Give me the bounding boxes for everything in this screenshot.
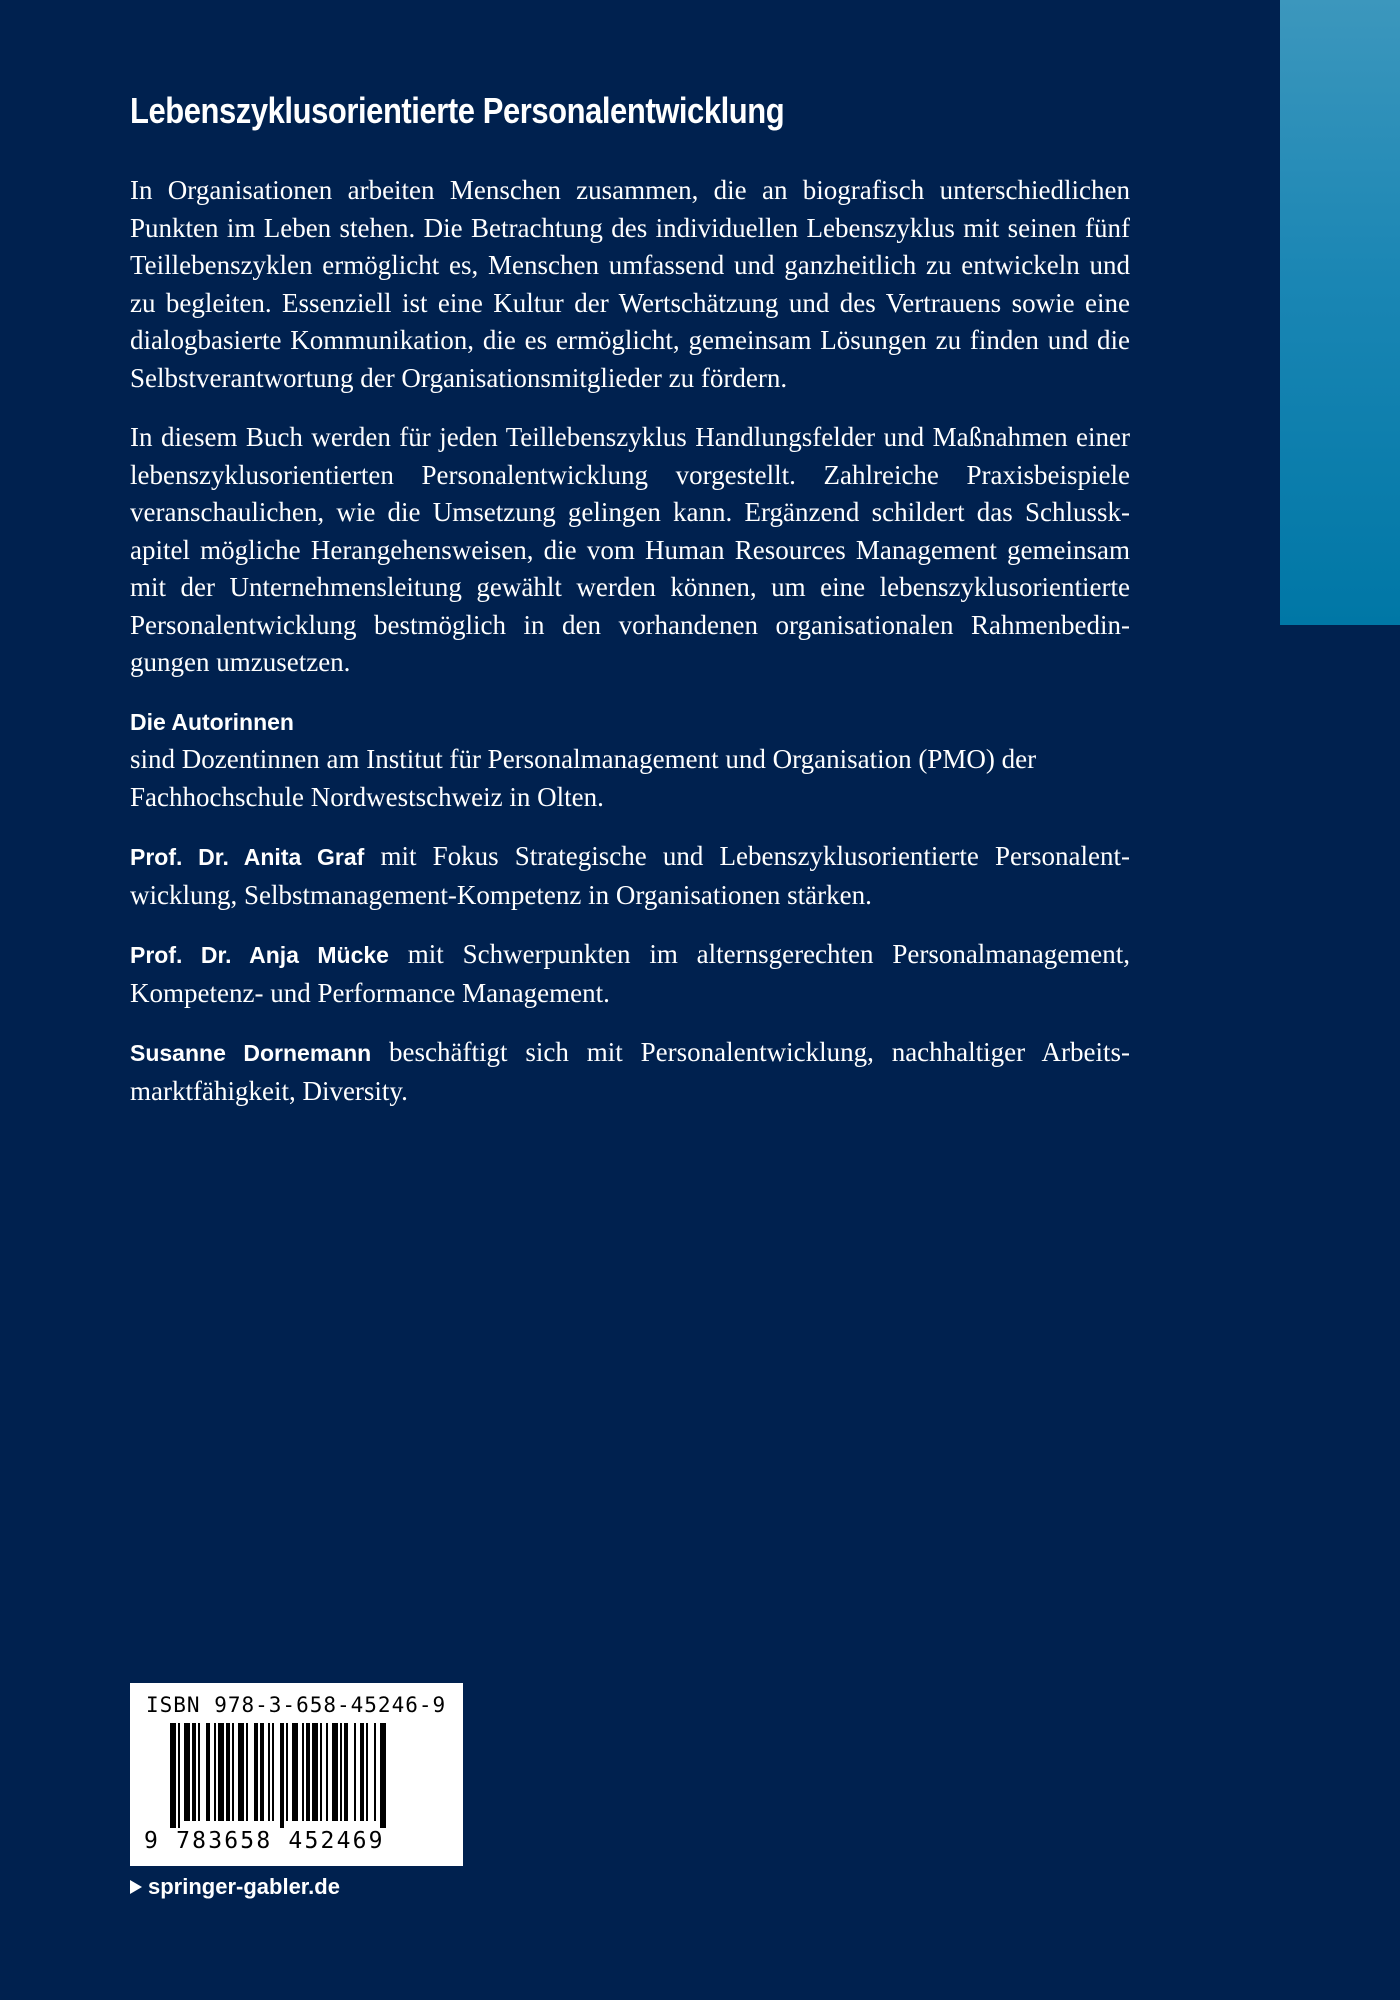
arrow-right-icon (130, 1880, 142, 1894)
authors-intro (130, 704, 1130, 817)
barcode-bar (178, 1723, 180, 1828)
isbn-barcode (130, 1683, 463, 1866)
barcode-bar (214, 1723, 216, 1821)
barcode-bar (380, 1723, 386, 1828)
barcode-bar (286, 1723, 288, 1821)
barcode-bar (280, 1723, 284, 1828)
barcode-bar (344, 1723, 348, 1821)
barcode-bar (268, 1723, 270, 1821)
author-entry (130, 936, 1130, 1012)
barcode-bar (332, 1723, 338, 1821)
author-entry (130, 838, 1130, 914)
author-name: Prof. Dr. Anja Mücke (130, 942, 389, 968)
authors-intro-text: sind Dozentinnen am Institut für Personalmanagement und Organisation (PMO) der Fachhochschule Nordwestschweiz in Olten. (130, 744, 1037, 812)
barcode-bar (306, 1723, 310, 1821)
barcode-bar (340, 1723, 342, 1821)
book-title: Lebenszyklusorientierte Personalentwicklung (130, 90, 785, 131)
barcode-bar (354, 1723, 356, 1821)
barcode-bar (272, 1723, 274, 1821)
barcode-bar (198, 1723, 200, 1821)
author-description: mit Fokus Strategische und Lebenszyklusorientierte Personalentwicklung, Selbstmanagement-Kompetenz in Organisationen stärken. (130, 841, 1130, 910)
barcode-bar (292, 1723, 298, 1821)
barcode-bar (312, 1723, 318, 1821)
barcode-bar (326, 1723, 328, 1821)
barcode-digits: 9 783658 452469 (144, 1828, 385, 1854)
barcode-bar (226, 1723, 230, 1821)
author-name: Susanne Dornemann (130, 1040, 372, 1066)
publisher-website[interactable] (130, 1874, 340, 1900)
barcode-bar (238, 1723, 244, 1821)
barcode-bar (246, 1723, 248, 1821)
barcode-bar (302, 1723, 304, 1821)
barcode-bar (170, 1723, 176, 1828)
barcode-bars (130, 1723, 463, 1828)
barcode-bar (206, 1723, 210, 1821)
barcode-bar (232, 1723, 234, 1821)
barcode-bar (374, 1723, 376, 1821)
isbn-label: ISBN 978-3-658-45246-9 (146, 1693, 447, 1717)
barcode-bar (320, 1723, 322, 1821)
author-entry (130, 1034, 1130, 1110)
barcode-bar (218, 1723, 224, 1821)
accent-stripe (1280, 0, 1400, 625)
author-name: Prof. Dr. Anita Graf (130, 844, 365, 870)
authors-heading: Die Autorinnen (130, 708, 294, 735)
barcode-bar (192, 1723, 196, 1821)
author-description: mit Schwerpunkten im alternsgerechten Personalmanagement, Kompetenz- und Performance Management. (130, 939, 1131, 1008)
barcode-bar (366, 1723, 368, 1821)
barcode-bar (254, 1723, 258, 1821)
barcode-bar (260, 1723, 264, 1821)
author-description: beschäftigt sich mit Personalentwicklung, nachhaltiger Arbeitsmarktfähigkeit, Diversity. (130, 1037, 1130, 1106)
back-cover-content (130, 90, 1130, 1132)
description-paragraph-1: In Organisationen arbeiten Menschen zusammen, die an biografisch unterschiedlichen Punkten im Leben stehen. Die Betrachtung des individuellen Lebenszyklus mit seinen fünf Teillebenszyklen ermöglicht es, Menschen umfassend und ganzheitlich zu entwickeln und zu begleiten. Essenziell ist eine Kultur der Wertschätzung und des Vertrauens sowie eine dialogbasierte Kommunikation, die es ermöglicht, gemeinsam Lösungen zu finden und die Selbstverantwortung der Organisationsmitglieder zu fördern. (130, 175, 1130, 393)
barcode-bar (184, 1723, 190, 1821)
website-link[interactable]: springer-gabler.de (148, 1874, 340, 1899)
barcode-bar (360, 1723, 364, 1821)
description-paragraph-2: In diesem Buch werden für jeden Teillebenszyklus Handlungsfelder und Maßnahmen einer lebenszyklusorientierten Personalentwicklung vorgestellt. Zahlreiche Praxisbeispiele veranschaulichen, wie die Umsetzung gelingen kann. Ergänzend schildert das Schlusskapitel mögliche Herangehensweisen, die vom Human Resources Management gemeinsam mit der Unternehmensleitung gewählt werden können, um eine lebenszyklusorientierte Personalentwicklung bestmöglich in den vorhandenen organisationalen Rahmenbedingungen umzusetzen. (130, 422, 1130, 677)
